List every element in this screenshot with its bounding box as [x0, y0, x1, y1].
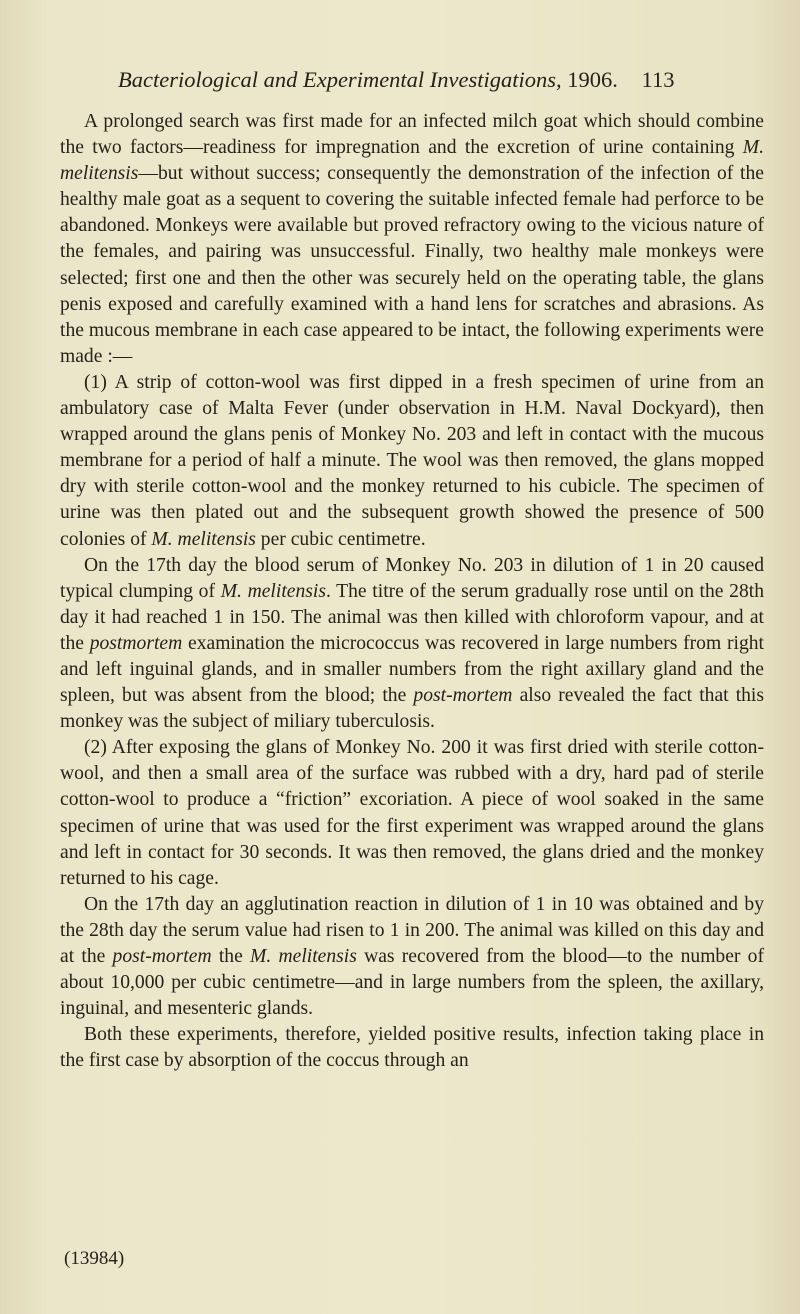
paragraph: On the 17th day an agglutination reaction in dilution of 1 in 10 was obtained and by the 28th day the serum value had risen to 1 in 200. The animal was killed on this day and at the post-mortem the M. melitensis was recovered from the blood—to the number of about 10,000 per cubic centimetre—and in large numbers from the spleen, the axillary, inguinal, and mesenteric glands. [60, 893, 765, 1020]
printer-signature: (13984) [64, 1248, 125, 1269]
running-header [118, 66, 758, 94]
paragraph: (2) After exposing the glans of Monkey No. 200 it was first dried with sterile cotton-wool, and then a small area of the surface was rubbed with a dry, hard pad of sterile cotton-wool to produce a “friction” excoriation. A piece of wool soaked in the same specimen of urine that was used for the first experiment was wrapped around the glans and left in contact for 30 seconds. It was then removed, the glans dried and the monkey returned to his cage. [60, 737, 764, 889]
running-title: Bacteriological and Experimental Investigations, [118, 67, 562, 92]
paragraph: A prolonged search was first made for an infected milch goat which should combine the two factors—readiness for impregnation and the excretion of urine containing M. melitensis—but without success; consequently the demonstration of the infection of the healthy male goat as a sequent to covering the suitable infected female had perforce to be abandoned. Monkeys were available but proved refractory owing to the vicious nature of the females, and pairing was unsuccessful. Finally, two healthy male monkeys were selected; first one and then the other was securely held on the operating table, the glans penis exposed and carefully examined with a hand lens for scratches and abrasions. As the mucous membrane in each case appeared to be intact, the following experiments were made :— [60, 111, 764, 367]
paragraph: (1) A strip of cotton-wool was first dipped in a fresh specimen of urine from an ambulatory case of Malta Fever (under observation in H.M. Naval Dockyard), then wrapped around the glans penis of Monkey No. 203 and left in contact with the mucous membrane for a period of half a minute. The wool was then removed, the glans mopped dry with sterile cotton-wool and the monkey returned to his cubicle. The specimen of urine was then plated out and the subsequent growth showed the presence of 500 colonies of M. melitensis per cubic centimetre. [60, 371, 764, 550]
paragraph: Both these experiments, therefore, yielded positive results, infection taking place in the first case by absorption of the coccus through an [60, 1024, 764, 1072]
header-year: 1906. [567, 67, 618, 92]
page-number: 113 [641, 67, 675, 92]
paragraph: On the 17th day the blood serum of Monkey No. 203 in dilution of 1 in 20 caused typical clumping of M. melitensis. The titre of the serum gradually rose until on the 28th day it had reached 1 in 150. The animal was then killed with chloroform vapour, and at the postmortem examination the micrococcus was recovered in large numbers from right and left inguinal glands, and in smaller numbers from the right axillary gland and the spleen, but was absent from the blood; the post-mortem also revealed the fact that this monkey was the subject of miliary tuberculosis. [60, 554, 765, 733]
body-text [60, 109, 764, 1074]
